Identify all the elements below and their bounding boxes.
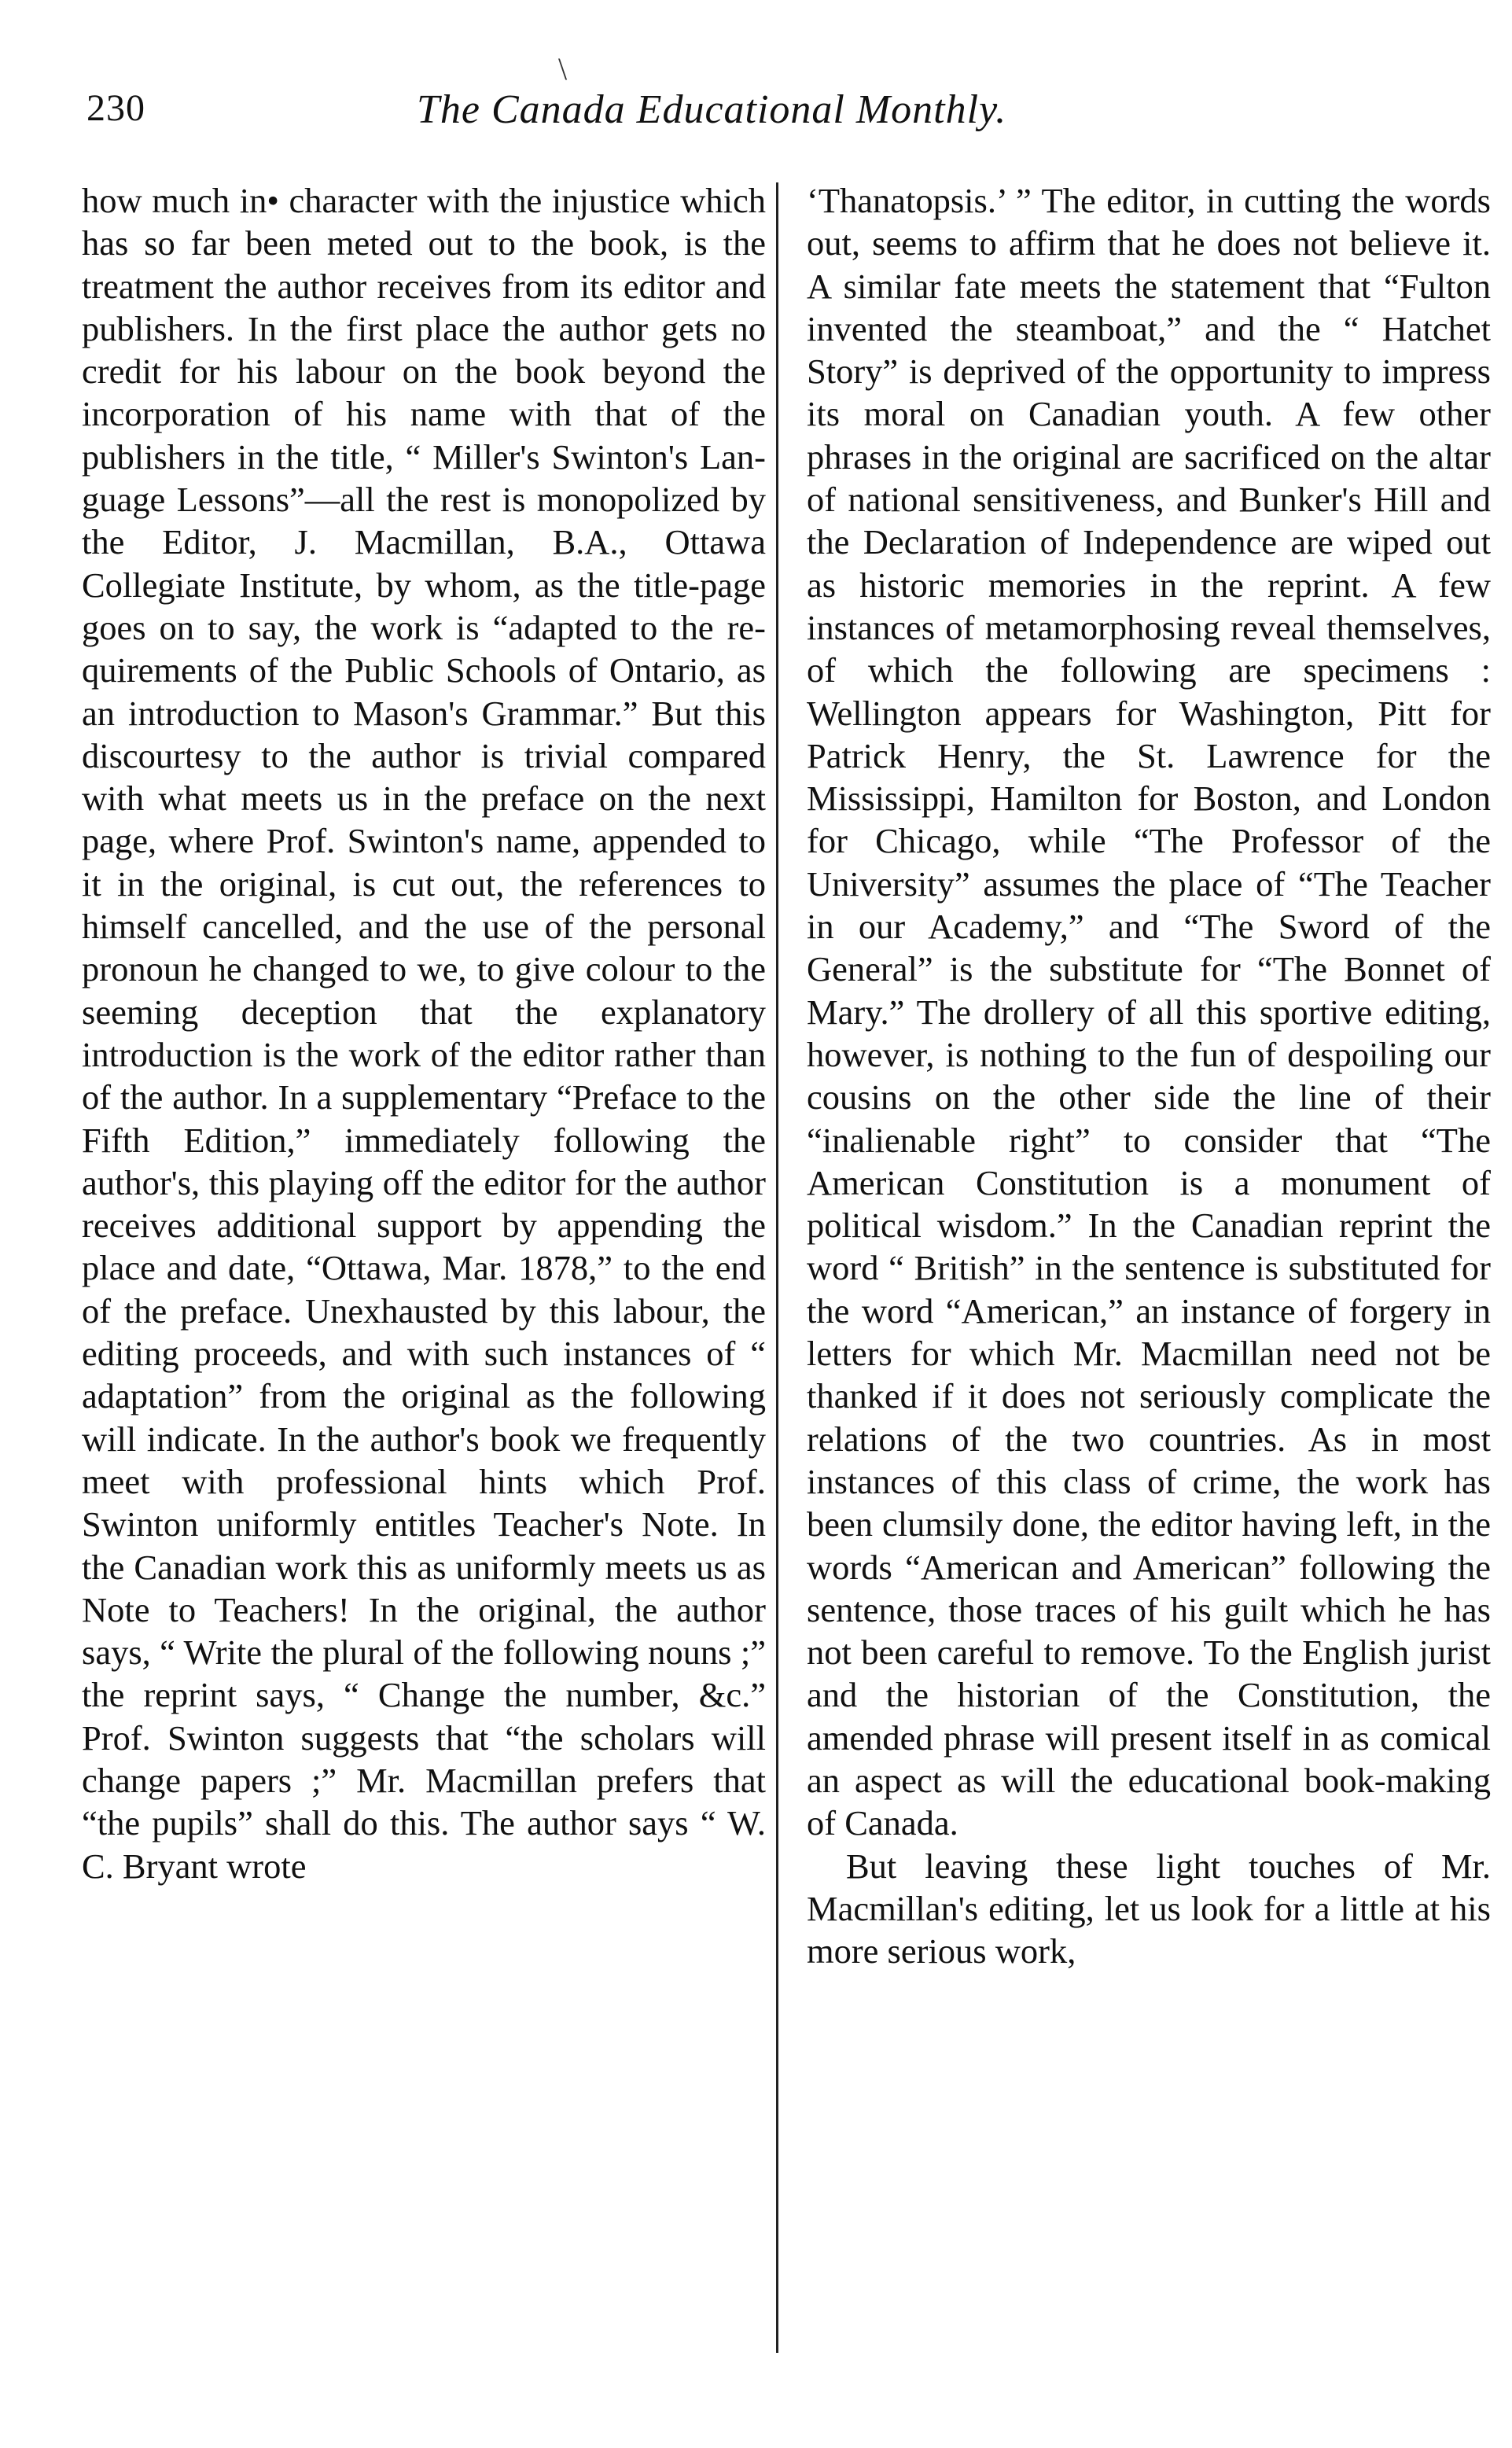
column-divider <box>776 182 778 2353</box>
left-column <box>82 179 766 1887</box>
page-number: 230 <box>86 87 145 129</box>
right-paragraph-2: But leaving these light touches of Mr. Macmillan's editing, let us look for a little at his more serious work, <box>807 1846 1491 1971</box>
ink-speck: \ <box>558 51 568 87</box>
right-paragraph-1: ‘Thanatopsis.’ ” The editor, in cutting the words out, seems to affirm that he does not believe it. A similar fate meets the statement that “Fulton invented the steamboat,” and the “ Hatchet Story” is deprived of the opportunity to impress its moral on Canadian youth. A few other phrases in the original are sacrificed on the altar of national sensitiveness, and Bunker's Hill and the Declaration of Independence are wiped out as historic memories in the reprint. A few instances of metamorphosing reveal themselves, of which the following are specimens : Wellington appears for Washington, Pitt for Patrick Henry, the St. Lawrence for the Mississippi, Hamilton for Boston, and London for Chicago, while “The Professor of the University” assumes the place of “The Teacher in our Academy,” and “The Sword of the General” is the substitute for “The Bonnet of Mary.” The drollery of all this sportive editing, however, is nothing to the fun of despoiling our cousins on the other side the line of their “inalienable right” to consider that “The American Constitution is a monument of political wisdom.” In the Canadian reprint the word “ British” in the sentence is substituted for the word “American,” an instance of forgery in letters for which Mr. Macmillan need not be thanked if it does not seriously complicate the relations of the two countries. As in most instances of this class of crime, the work has been clumsily done, the editor having left, in the words “American and American” following the sentence, those traces of his guilt which he has not been careful to remove. To the English jurist and the historian of the Constitution, the amended phrase will present itself in as comical an aspect as will the educational book-making of Canada. <box>807 181 1491 1843</box>
left-paragraph-1: how much in• character with the injustice which has so far been meted out to the book, is the treatment the author receives from its editor and publishers. In the first place the author gets no credit for his labour on the book beyond the incorporation of his name with that of the publishers in the title, “ Miller's Swinton's Language Lessons”—all the rest is monopolized by the Editor, J. Macmillan, B.A., Ottawa Collegiate Institute, by whom, as the title-page goes on to say, the work is “adapted to the requirements of the Public Schools of Ontario, as an introduction to Mason's Grammar.” But this discourtesy to the author is trivial compared with what meets us in the preface on the next page, where Prof. Swinton's name, appended to it in the original, is cut out, the references to himself cancelled, and the use of the personal pronoun he changed to we, to give colour to the seeming deception that the explanatory introduction is the work of the editor rather than of the author. In a supplementary “Preface to the Fifth Edition,” immediately following the author's, this playing off the editor for the author receives additional support by appending the place and date, “Ottawa, Mar. 1878,” to the end of the preface. Unexhausted by this labour, the editing proceeds, and with such instances of “ adaptation” from the original as the following will indicate. In the author's book we frequently meet with professional hints which Prof. Swinton uniformly entitles Teacher's Note. In the Canadian work this as uniformly meets us as Note to Teachers! In the original, the author says, “ Write the plural of the following nouns ;” the reprint says, “ Change the number, &c.” Prof. Swinton suggests that “the scholars will change papers ;” Mr. Macmillan prefers that “the pupils” shall do this. The author says “ W. C. Bryant wrote <box>82 181 766 1886</box>
right-column <box>807 179 1491 1972</box>
running-header <box>86 87 1439 149</box>
running-title: The Canada Educational Monthly. <box>417 87 1007 132</box>
